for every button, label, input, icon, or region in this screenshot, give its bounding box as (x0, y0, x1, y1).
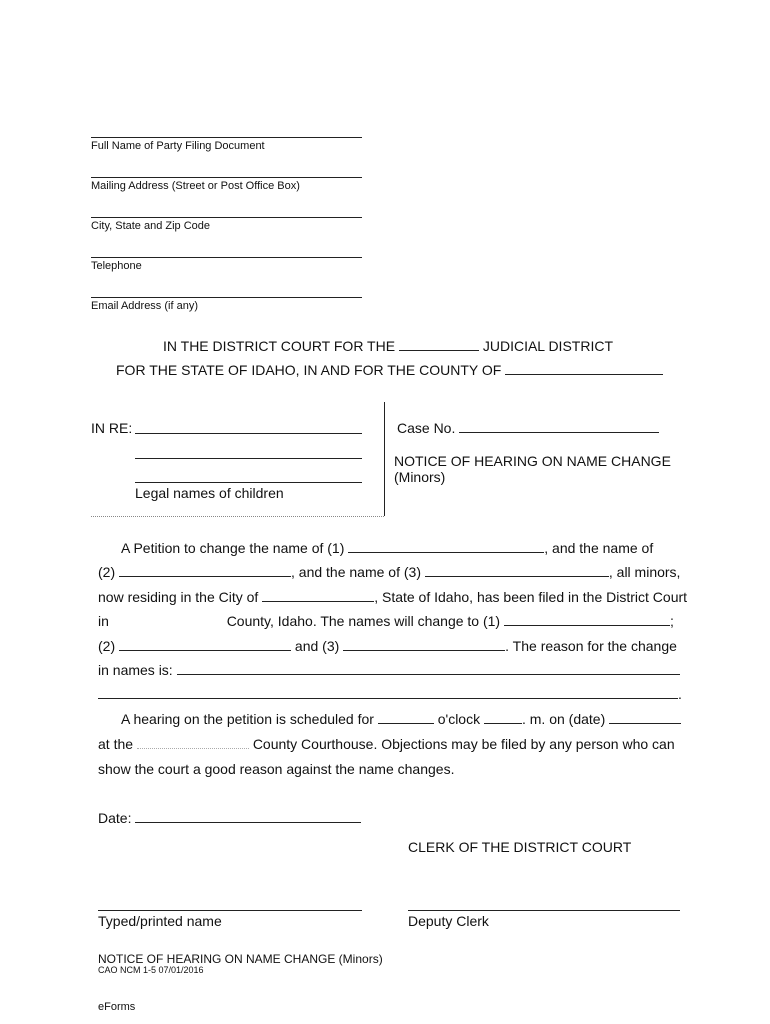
body-text: (2) (98, 638, 116, 654)
city-state-zip-label: City, State and Zip Code (91, 220, 211, 232)
footer-form-code: CAO NCM 1-5 07/01/2016 (98, 965, 204, 975)
doc-subtitle: (Minors) (394, 469, 446, 485)
body-text: and (3) (294, 638, 340, 654)
eforms-brand: eForms (98, 1001, 136, 1013)
mailing-address-line[interactable] (91, 177, 362, 178)
email-line[interactable] (91, 297, 362, 298)
child1-current-name-field[interactable] (348, 540, 544, 553)
caption-district-court-text: IN THE DISTRICT COURT FOR THE (163, 338, 396, 354)
reason-field-2[interactable] (98, 686, 678, 699)
am-pm-field[interactable] (484, 711, 522, 724)
email-label: Email Address (if any) (91, 300, 198, 312)
date-row (98, 810, 361, 826)
body-text: o'clock (437, 711, 481, 727)
body-text: now residing in the City of (98, 589, 259, 605)
body-text: . The reason for the change (505, 638, 677, 654)
in-re-label: IN RE: (91, 420, 133, 436)
body-line-4 (98, 613, 674, 629)
full-name-label: Full Name of Party Filing Document (91, 140, 265, 152)
court-caption-line1 (163, 338, 613, 354)
body-text: . m. on (date) (521, 711, 606, 727)
caption-judicial-district-text: JUDICIAL DISTRICT (482, 338, 613, 354)
body-line-7 (98, 686, 682, 702)
body-line-6 (98, 662, 680, 678)
telephone-label: Telephone (91, 260, 142, 272)
body-text: County, Idaho. The names will change to (1) (226, 613, 501, 629)
body-line-1 (121, 540, 653, 556)
telephone-line[interactable] (91, 257, 362, 258)
case-number-row (397, 420, 659, 436)
doc-title: NOTICE OF HEARING ON NAME CHANGE (394, 453, 671, 469)
deputy-clerk-line[interactable] (408, 910, 680, 911)
hearing-line-1 (121, 711, 681, 727)
body-text: , and the name of (544, 540, 654, 556)
judicial-district-field[interactable] (399, 338, 479, 351)
legal-names-label: Legal names of children (135, 485, 284, 501)
footer-form-title: NOTICE OF HEARING ON NAME CHANGE (Minors) (98, 952, 383, 966)
child2-new-name-field[interactable] (119, 638, 291, 651)
body-text: . (678, 686, 682, 702)
body-line-2 (98, 564, 680, 580)
city-field[interactable] (262, 589, 374, 602)
case-block-bottom-rule (91, 516, 384, 517)
hearing-time-field[interactable] (378, 711, 434, 724)
child3-new-name-field[interactable] (343, 638, 505, 651)
body-text: , all minors, (608, 564, 681, 580)
reason-field-1[interactable] (177, 662, 680, 675)
hearing-date-field[interactable] (609, 711, 681, 724)
case-divider (384, 402, 385, 516)
child-name-line-3[interactable] (135, 482, 362, 483)
child-name-line-2[interactable] (135, 458, 362, 459)
courthouse-county-field[interactable] (137, 736, 249, 749)
child3-current-name-field[interactable] (425, 564, 609, 577)
body-text: at the (98, 736, 134, 752)
body-text: in names is: (98, 662, 173, 678)
full-name-line[interactable] (91, 137, 362, 138)
case-no-label: Case No. (397, 420, 456, 436)
county-field[interactable] (505, 362, 663, 375)
typed-name-line[interactable] (98, 910, 362, 911)
child2-current-name-field[interactable] (119, 564, 291, 577)
case-number-field[interactable] (459, 420, 659, 433)
body-text: A hearing on the petition is scheduled for (121, 711, 374, 727)
body-text: (2) (98, 564, 116, 580)
body-text: , State of Idaho, has been filed in the District Court (374, 589, 688, 605)
hearing-line-3: show the court a good reason against the name changes. (98, 761, 455, 777)
date-field[interactable] (135, 810, 361, 823)
body-text: County Courthouse. Objections may be filed by any person who can (252, 736, 675, 752)
body-text: in (98, 613, 109, 629)
date-label: Date: (98, 810, 132, 826)
body-line-3 (98, 589, 687, 605)
typed-name-label: Typed/printed name (98, 913, 222, 929)
court-caption-line2 (116, 362, 663, 378)
clerk-title: CLERK OF THE DISTRICT COURT (408, 839, 632, 855)
mailing-address-label: Mailing Address (Street or Post Office Box) (91, 180, 300, 192)
body-text: , and the name of (3) (291, 564, 421, 580)
city-state-zip-line[interactable] (91, 217, 362, 218)
body-line-5 (98, 638, 677, 654)
deputy-clerk-label: Deputy Clerk (408, 913, 489, 929)
caption-county-text: FOR THE STATE OF IDAHO, IN AND FOR THE COUNTY OF (116, 362, 502, 378)
child1-new-name-field[interactable] (504, 613, 670, 626)
body-text: A Petition to change the name of (1) (121, 540, 345, 556)
body-text: ; (670, 613, 674, 629)
hearing-line-2 (98, 736, 675, 752)
child-name-line-1[interactable] (135, 433, 362, 434)
